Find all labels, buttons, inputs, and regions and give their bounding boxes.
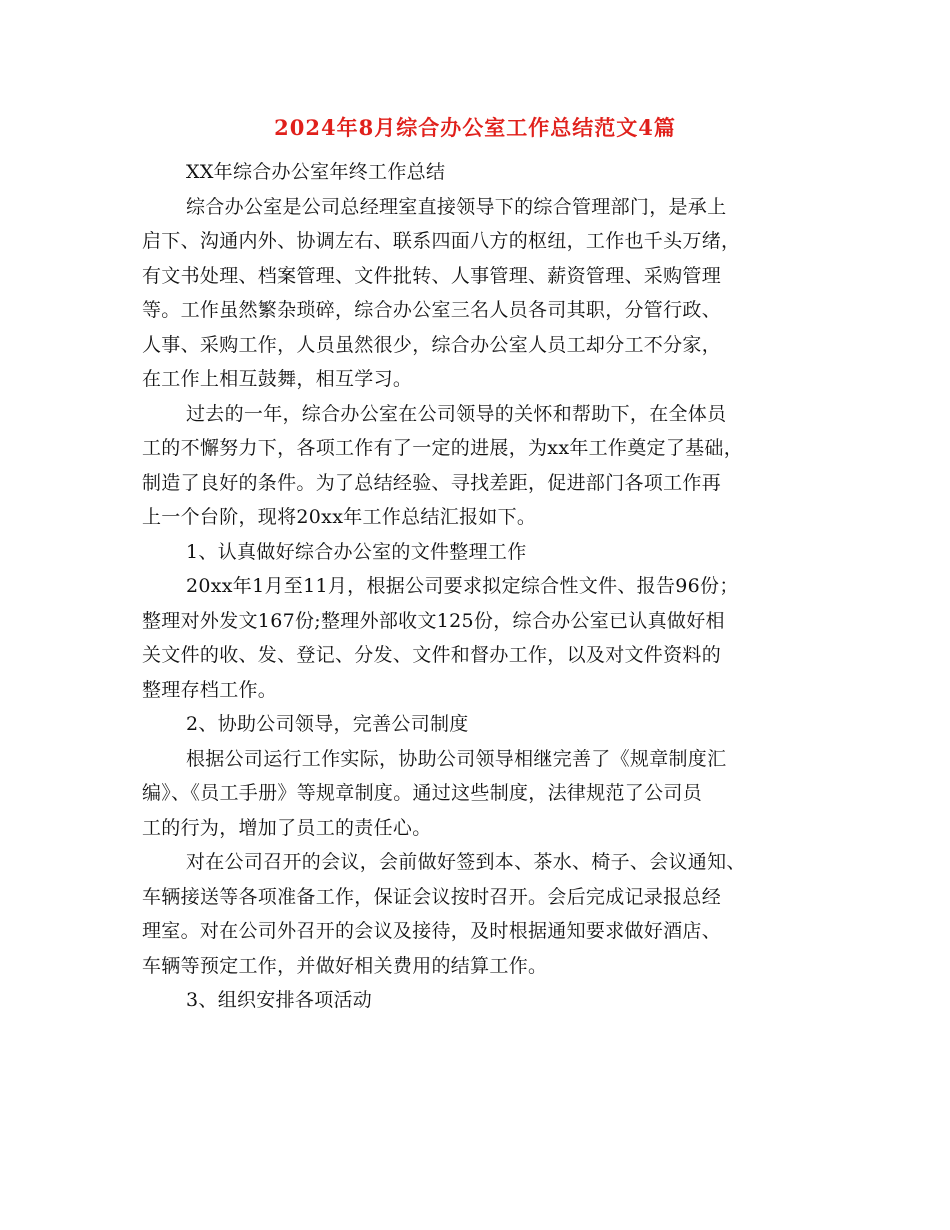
text-line: XX年综合办公室年终工作总结	[186, 161, 446, 183]
text-line: 整理存档工作。	[142, 678, 278, 701]
text-line: 理室。对在公司外召开的会议及接待，及时根据通知要求做好酒店、	[142, 920, 722, 942]
text-line: 工的不懈努力下，各项工作有了一定的进展，为xx年工作奠定了基础，	[142, 437, 744, 459]
text-line: 上一个台阶，现将20xx年工作总结汇报如下。	[142, 506, 537, 528]
text-line: 制造了良好的条件。为了总结经验、寻找差距，促进部门各项工作再	[142, 471, 722, 494]
document-body	[142, 155, 812, 1018]
text-line: 1、认真做好综合办公室的文件整理工作	[186, 540, 527, 563]
text-line: 根据公司运行工作实际，协助公司领导相继完善了《规章制度汇	[186, 747, 727, 770]
text-line: 等。工作虽然繁杂琐碎，综合办公室三名人员各司其职，分管行政、	[142, 299, 722, 321]
text-line: 对在公司召开的会议，会前做好签到本、茶水、椅子、会议通知、	[186, 851, 746, 873]
text-line: 3、组织安排各项活动	[186, 989, 373, 1011]
text-line: 编》、《员工手册》等规章制度。通过这些制度，法律规范了公司员	[142, 782, 703, 804]
text-line: 综合办公室是公司总经理室直接领导下的综合管理部门，是承上	[186, 195, 727, 218]
text-line: 关文件的收、发、登记、分发、文件和督办工作，以及对文件资料的	[142, 644, 722, 666]
text-line: 20xx年1月至11月，根据公司要求拟定综合性文件、报告96份；	[186, 575, 739, 597]
document-title: 2024年8月综合办公室工作总结范文4篇	[274, 115, 676, 140]
text-line: 启下、沟通内外、协调左右、联系四面八方的枢纽，工作也千头万绪，	[142, 230, 741, 252]
text-line: 在工作上相互鼓舞，相互学习。	[142, 368, 413, 390]
text-line: 2、协助公司领导，完善公司制度	[186, 713, 469, 735]
text-line: 有文书处理、档案管理、文件批转、人事管理、薪资管理、采购管理	[142, 264, 722, 287]
text-line: 人事、采购工作，人员虽然很少，综合办公室人员工却分工不分家，	[142, 333, 722, 356]
text-line: 工的行为，增加了员工的责任心。	[142, 816, 432, 839]
text-line: 车辆接送等各项准备工作，保证会议按时召开。会后完成记录报总经	[142, 885, 722, 908]
text-line: 整理对外发文167份;整理外部收文125份，综合办公室已认真做好相	[142, 609, 725, 632]
text-line: 过去的一年，综合办公室在公司领导的关怀和帮助下，在全体员	[186, 402, 727, 425]
text-line: 车辆等预定工作，并做好相关费用的结算工作。	[142, 954, 548, 977]
